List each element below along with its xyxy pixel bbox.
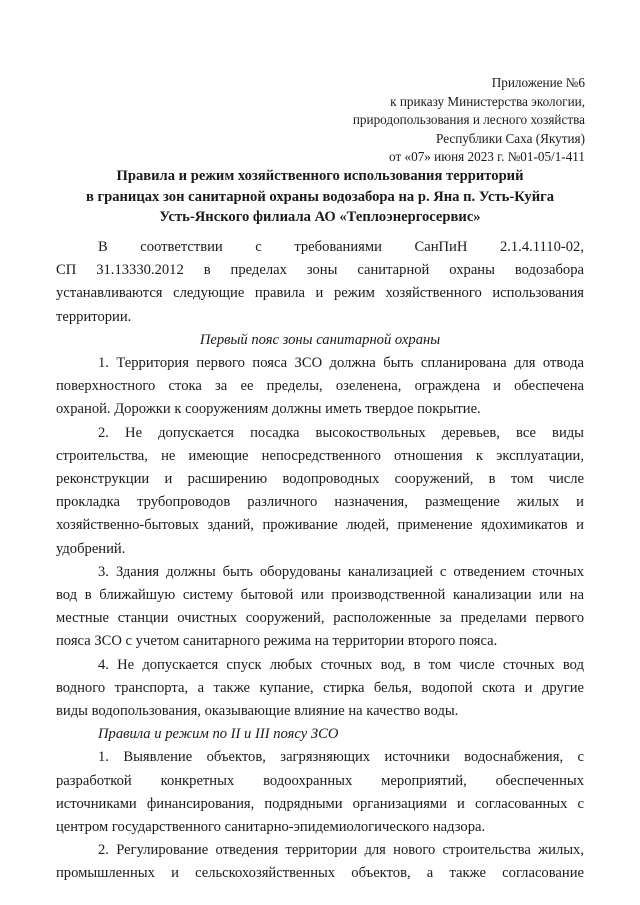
text-line: охраной. Дорожки к сооружениям должны иметь твердое покрытие. [56,401,481,418]
paragraph-3 [56,561,584,654]
text-line: центром государственного санитарно-эпидемиологического надзора. [56,819,486,836]
title-line: в границах зон санитарной охраны водозабора на р. Яна п. Усть-Куйга [85,188,555,205]
text-line: местные станции очистных сооружений, расположенные за пределами первого [56,610,584,627]
text-line: водного транспорта, а также купание, стирка белья, водопой скота и другие [56,679,584,696]
intro-paragraph [56,236,584,329]
appendix-line: Республики Саха (Якутия) [436,130,585,146]
text-line: разработкой конкретных водоохранных мероприятий, обеспеченных [56,772,584,789]
appendix-line: к приказу Министерства экологии, [390,93,585,109]
appendix-line: Приложение №6 [491,75,585,90]
text-line: В соответствии с требованиями СанПиН 2.1.4.1110-02, [98,239,584,255]
text-line: территории. [56,308,132,325]
text-line: 2. Регулирование отведения территории для нового строительства жилых, [98,842,584,859]
appendix-line: природопользования и лесного хозяйства [352,112,585,128]
text-line: устанавливаются следующие правила и режим хозяйственного использования [56,285,584,302]
appendix-block [353,74,585,167]
paragraph-1 [56,352,584,422]
text-line: поверхностного стока за ее пределы, озеленена, ограждена и обеспечена [56,378,584,395]
title-line: Правила и режим хозяйственного использования территорий [116,168,524,184]
text-line: источниками финансирования, подрядными организациями и согласованных с [56,795,584,812]
text-line: вод в ближайшую систему бытовой или производственной канализации или на [56,587,584,604]
text-line: 1. Выявление объектов, загрязняющих источники водоснабжения, с [98,749,584,766]
paragraph-2 [56,422,584,561]
text-line: 3. Здания должны быть оборудованы канализацией с отведением сточных [98,563,584,580]
text-line: хозяйственно-бытовых зданий, проживание людей, применение ядохимикатов и [56,517,584,534]
paragraph-4 [56,654,584,724]
paragraph-5 [56,746,584,839]
section-heading-first-belt: Первый пояс зоны санитарной охраны [199,331,441,348]
title-line: Усть-Янского филиала АО «Теплоэнергосервис» [159,209,481,225]
paragraph-6 [56,839,584,885]
text-line: строительства, не имеющие непосредственного отношения к эксплуатации, [56,447,584,464]
appendix-line: от «07» июня 2023 г. №01-05/1-411 [389,149,585,165]
text-line: прокладка трубопроводов различного назначения, размещение жилых и [56,494,584,511]
document-body [56,236,584,886]
section-heading-second-third-belt: Правила и режим по II и III поясу ЗСО [98,726,339,743]
text-line: СП 31.13330.2012 в пределах зоны санитарной охраны водозабора [56,262,584,279]
text-line: 1. Территория первого пояса ЗСО должна быть спланирована для отвода [98,355,584,372]
text-line: удобрений. [56,540,126,557]
text-line: 2. Не допускается посадка высокоствольных деревьев, все виды [98,424,584,441]
text-line: 4. Не допускается спуск любых сточных вод, в том числе сточных вод [98,656,584,673]
text-line: пояса ЗСО с учетом санитарного режима на территории второго пояса. [56,633,498,650]
text-line: виды водопользования, оказывающие влияние на качество воды. [56,703,459,720]
text-line: промышленных и сельскохозяйственных объектов, а также согласование [56,865,584,882]
document-title [40,166,600,228]
text-line: реконструкции и расширению водопроводных сооружений, в том числе [56,471,584,488]
